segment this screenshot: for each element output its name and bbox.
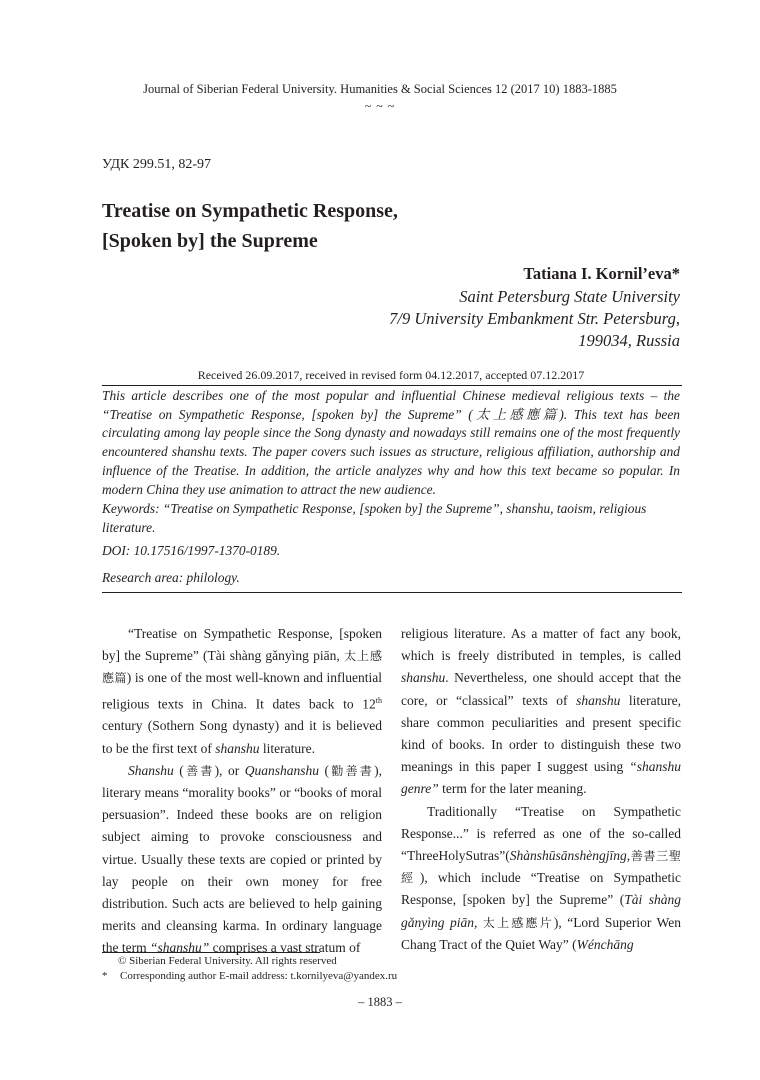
paragraph: Traditionally “Treatise on Sympathetic Response...” is referred as one of the so-called “ThreeHolySutras”(Shànshūsānshèngjīng,善書三聖經), which include “Treatise on Sympathetic Response, [spoken by] the Supreme” (Tài shàng gǎnyìng piān, 太上感應片), “Lord Superior Wen Chang Tract of the Quiet Way” (Wénchāng xyxy=(401,803,681,952)
title-line-1: Treatise on Sympathetic Response, xyxy=(102,200,398,222)
journal-header: Journal of Siberian Federal University. Humanities & Social Sciences 12 (2017 10) 1883-1885 xyxy=(143,82,617,96)
abstract: This article describes one of the most popular and influential Chinese medieval religious texts – the “Treatise on Sympathetic Response, [spoken by] the Supreme” (太上感應篇). This text has been circulating among lay people since the Song dynasty and nowadays still remains one of the most frequently encountered shanshu texts. The paper covers such issues as structure, religious affiliation, authorship and influence of the Treatise. In addition, the article analyzes why and how this text became so popular. In modern China they use animation to attract the new audience. xyxy=(102,388,680,497)
chinese-text: 太上感應片 xyxy=(482,915,554,930)
affiliation-line-1: Saint Petersburg State University xyxy=(459,287,680,306)
paragraph: Shanshu (善書), or Quanshanshu (勸善書), literary means “morality books” or “books of moral persuasion”. Indeed these books are on religion subject aiming to provoke consciousness and virtue. Usually these texts are copied or printed by lay people on their own money for free distribution. Such acts are believed to help gaining merits and cleansing karma. In ordinary language the term “shanshu” comprises a vast stratum of xyxy=(102,762,382,956)
affiliation-line-3: 199034, Russia xyxy=(578,331,680,350)
chinese-text: 勸善書 xyxy=(329,763,375,778)
keywords: Keywords: “Treatise on Sympathetic Response, [spoken by] the Supreme”, shanshu, taoism, religious literature. xyxy=(102,501,647,535)
paragraph: religious literature. As a matter of fact any book, which is freely distributed in temples, is called shanshu. Nevertheless, one should accept that the core, or “classical” texts of shanshu literature, share common peculiarities and present specific kind of books. In order to distinguish these two meanings in this paper I suggest using “shanshu genre” term for the later meaning. xyxy=(401,626,681,797)
received-dates: Received 26.09.2017, received in revised form 04.12.2017, accepted 07.12.2017 xyxy=(197,368,585,382)
body-column-right xyxy=(401,623,681,956)
footnote-copyright: © Siberian Federal University. All rights reserved xyxy=(118,955,337,967)
paragraph: “Treatise on Sympathetic Response, [spoken by] the Supreme” (Tài shàng gǎnyìng piān, 太上感應篇) is one of the most well-known and influential religious texts in China. It dates back to 12th century (Sothern Song dynasty) and it is believed to be the first text of shanshu literature. xyxy=(102,626,383,756)
corresponding-author-email: Corresponding author E-mail address: t.kornilyeva@yandex.ru xyxy=(120,970,398,982)
footnote-mark: * xyxy=(102,970,108,982)
footnote-corresponding xyxy=(102,970,397,982)
chinese-text: 善書三聖經 xyxy=(401,849,681,886)
footnote-rule xyxy=(102,952,320,953)
page-number: – 1883 – xyxy=(358,995,402,1009)
author-name: Tatiana I. Kornil’eva* xyxy=(523,264,680,283)
title-line-2: [Spoken by] the Supreme xyxy=(102,230,318,252)
body-column-left xyxy=(102,623,382,960)
abstract-bottom-rule xyxy=(102,592,682,593)
chinese-text: 太上感應篇 xyxy=(102,649,383,686)
header-ornament: ~ ~ ~ xyxy=(364,99,396,113)
author-block xyxy=(389,262,680,352)
affiliation-line-2: 7/9 University Embankment Str. Petersburg, xyxy=(389,309,680,328)
abstract-top-rule xyxy=(102,385,682,386)
research-area: Research area: philology. xyxy=(102,570,240,585)
article-title xyxy=(102,196,398,256)
doi: DOI: 10.17516/1997-1370-0189. xyxy=(102,543,281,558)
udk-code: УДК 299.51, 82-97 xyxy=(102,157,212,172)
chinese-text: 善書 xyxy=(183,763,215,778)
